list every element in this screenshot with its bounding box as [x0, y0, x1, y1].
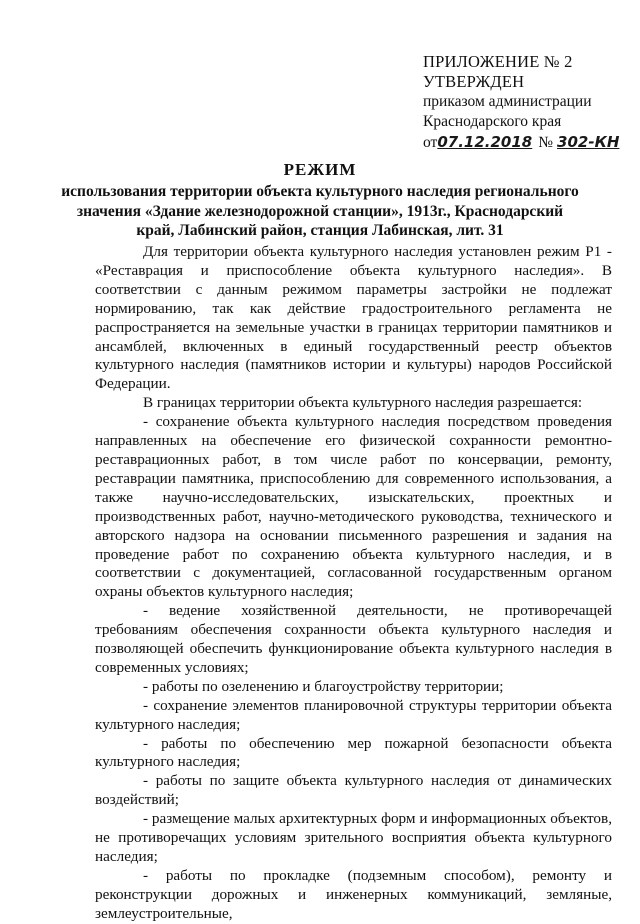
handwritten-number: 302-КН	[557, 133, 620, 151]
order-date-number	[423, 132, 623, 153]
list-item: - сохранение объекта культурного наследия посредством проведения направленных на обеспечение его физической сохранности ремонтно-реставрационных работ, в том числе работ по консервации, ремонту, реставрации памятника, приспособлению для современного использования, а также научно-исследовательских, изыскательских, проектных и производственных работ, научно-методического руководства, технического и авторского надзора на основании письменного разрешения и задания на проведение работ по сохранению объекта культурного наследия, и в соответствии с документацией, согласованной государственным органом охраны объектов культурного наследия;	[95, 413, 612, 601]
title-subtitle: использования территории объекта культурного наследия регионального значения «Здание железнодорожной станции», 1913г., Краснодарский край, Лабинский район, станция Лабинская, лит. 31	[61, 183, 579, 239]
approval-block	[423, 52, 623, 153]
approved-label: УТВЕРЖДЕН	[423, 72, 525, 91]
number-sign: №	[538, 134, 554, 151]
handwritten-date: 07.12.2018	[437, 133, 533, 151]
list-item: - размещение малых архитектурных форм и информационных объектов, не противоречащих условиям зрительного восприятия объекта культурного наследия;	[95, 810, 612, 865]
list-item: - работы по прокладке (подземным способом), ремонту и реконструкции дорожных и инженерных коммуникаций, земляные, землеустроительные,	[95, 866, 612, 922]
authority-name: Краснодарского края	[423, 113, 562, 130]
title-heading: РЕЖИМ	[283, 160, 357, 179]
date-prefix: от	[423, 134, 438, 151]
list-item: - работы по озеленению и благоустройству территории;	[143, 677, 504, 695]
order-label: приказом администрации	[423, 93, 592, 110]
paragraph: В границах территории объекта культурного наследия разрешается:	[143, 394, 583, 412]
list-item: - работы по защите объекта культурного наследия от динамических воздействий;	[95, 772, 612, 809]
list-item: - ведение хозяйственной деятельности, не противоречащей требованиям обеспечения сохранности объекта культурного наследия и позволяющей обеспечить функционирование объекта культурного наследия в современных условиях;	[95, 602, 612, 676]
paragraph: Для территории объекта культурного наследия установлен режим Р1 - «Реставрация и приспособление объекта культурного наследия». В соответствии с данным режимом параметры застройки не подлежат нормированию, так как действие градостроительного регламента не распространяется на земельные участки в границах территории памятников и ансамблей, включенных в единый государственный реестр объектов культурного наследия (памятников истории и культуры) народов Российской Федерации.	[95, 243, 612, 393]
document-body	[95, 243, 612, 924]
document-title	[60, 160, 580, 241]
appendix-number: ПРИЛОЖЕНИЕ № 2	[423, 52, 573, 71]
list-item: - сохранение элементов планировочной структуры территории объекта культурного наследия;	[95, 696, 612, 733]
list-item: - работы по обеспечению мер пожарной безопасности объекта культурного наследия;	[95, 734, 612, 771]
